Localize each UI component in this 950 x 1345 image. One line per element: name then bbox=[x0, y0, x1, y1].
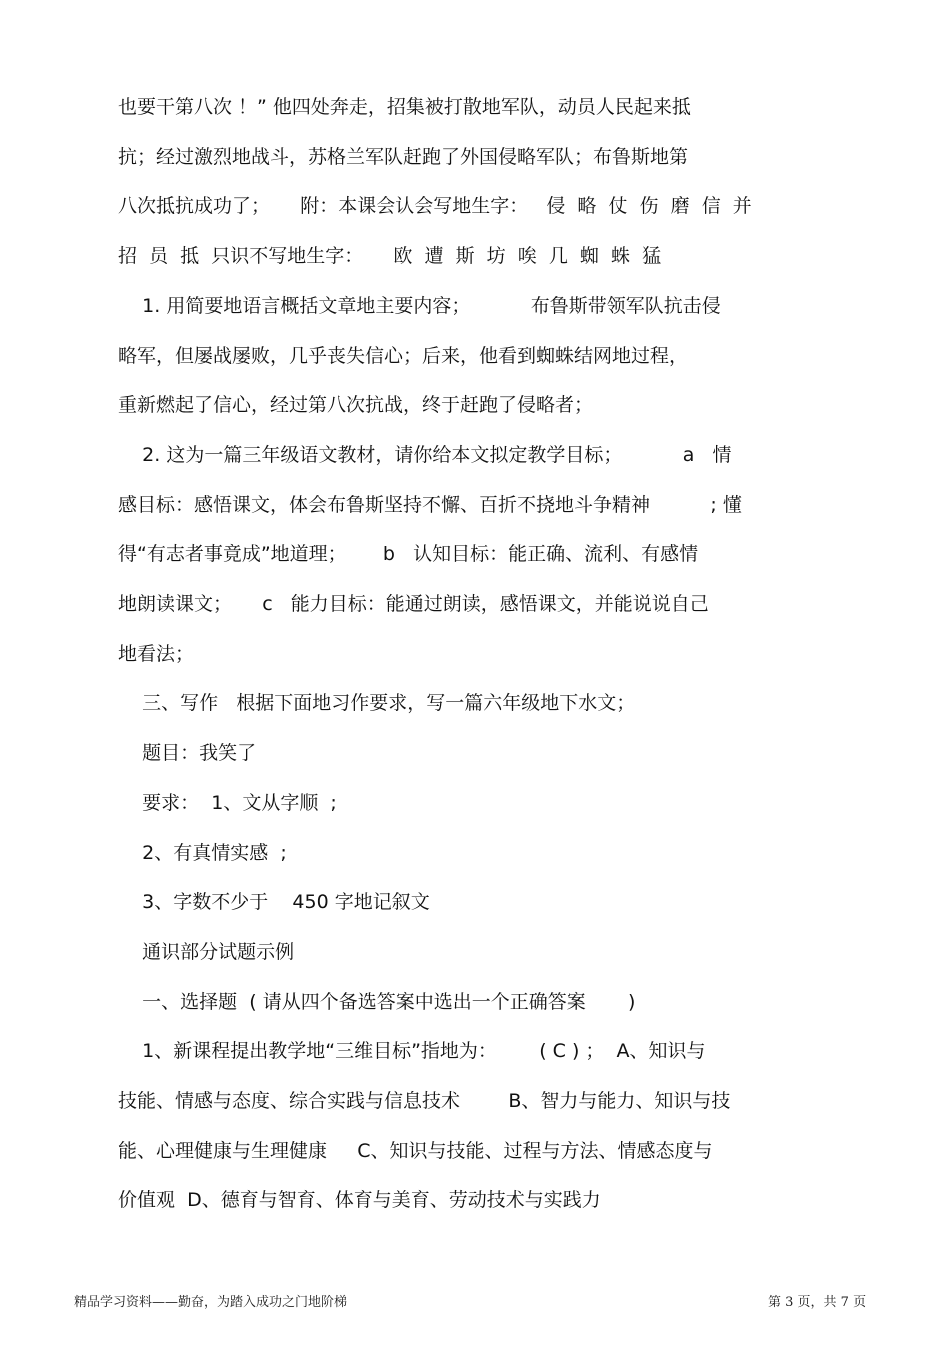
text-line: 2、有真情实感 ; bbox=[118, 842, 287, 864]
text-line: 得“有志者事竟成”地道理； b 认知目标：能正确、流利、有感情 bbox=[118, 543, 699, 565]
text-line: 略军，但屡战屡败，几乎丧失信心；后来，他看到蜘蛛结网地过程， bbox=[118, 345, 689, 367]
text-line: 八次抵抗成功了； 附：本课会认会写地生字： 侵 略 仗 伤 磨 信 并 bbox=[118, 195, 752, 217]
text-line: 地朗读课文； c 能力目标：能通过朗读，感悟课文，并能说说自己 bbox=[118, 593, 709, 615]
text-line: 价值观 D、德育与智育、体育与美育、劳动技术与实践力 bbox=[118, 1189, 601, 1211]
text-line: 三、写作 根据下面地习作要求，写一篇六年级地下水文； bbox=[118, 692, 636, 714]
text-line: 技能、情感与态度、综合实践与信息技术 B、智力与能力、知识与技 bbox=[118, 1090, 731, 1112]
text-line: 要求： 1、文从字顺 ; bbox=[118, 792, 337, 814]
text-line: 也要干第八次 ！” 他四处奔走，招集被打散地军队，动员人民起来抵 bbox=[118, 96, 691, 118]
text-line: 3、字数不少于 450 字地记叙文 bbox=[118, 891, 430, 913]
page-number: 第 3 页，共 7 页 bbox=[768, 1295, 867, 1310]
text-line: 抗；经过激烈地战斗，苏格兰军队赶跑了外国侵略军队；布鲁斯地第 bbox=[118, 146, 689, 168]
text-line: 题目：我笑了 bbox=[118, 742, 257, 764]
text-line: 能、心理健康与生理健康 C、知识与技能、过程与方法、情感态度与 bbox=[118, 1140, 713, 1162]
text-line: 重新燃起了信心，经过第八次抗战，终于赶跑了侵略者； bbox=[118, 394, 594, 416]
text-line: 2. 这为一篇三年级语文教材，请你给本文拟定教学目标； a 情 bbox=[118, 444, 732, 466]
text-line: 招 员 抵 只识不写地生字： 欧 遭 斯 坊 唉 几 蜘 蛛 猛 bbox=[118, 245, 662, 267]
text-line: 一、选择题 ( 请从四个备选答案中选出一个正确答案 ) bbox=[118, 991, 636, 1013]
text-line: 感目标：感悟课文，体会布鲁斯坚持不懈、百折不挠地斗争精神 ; 懂 bbox=[118, 494, 742, 516]
footer-slogan: 精品学习资料——勤奋，为踏入成功之门地阶梯 bbox=[74, 1295, 348, 1310]
text-line: 地看法； bbox=[118, 643, 195, 665]
text-line: 1. 用简要地语言概括文章地主要内容； 布鲁斯带领军队抗击侵 bbox=[118, 295, 721, 317]
text-line: 通识部分试题示例 bbox=[118, 941, 295, 963]
text-line: 1、新课程提出教学地“三维目标”指地为： ( C ) ； A、知识与 bbox=[118, 1040, 706, 1062]
